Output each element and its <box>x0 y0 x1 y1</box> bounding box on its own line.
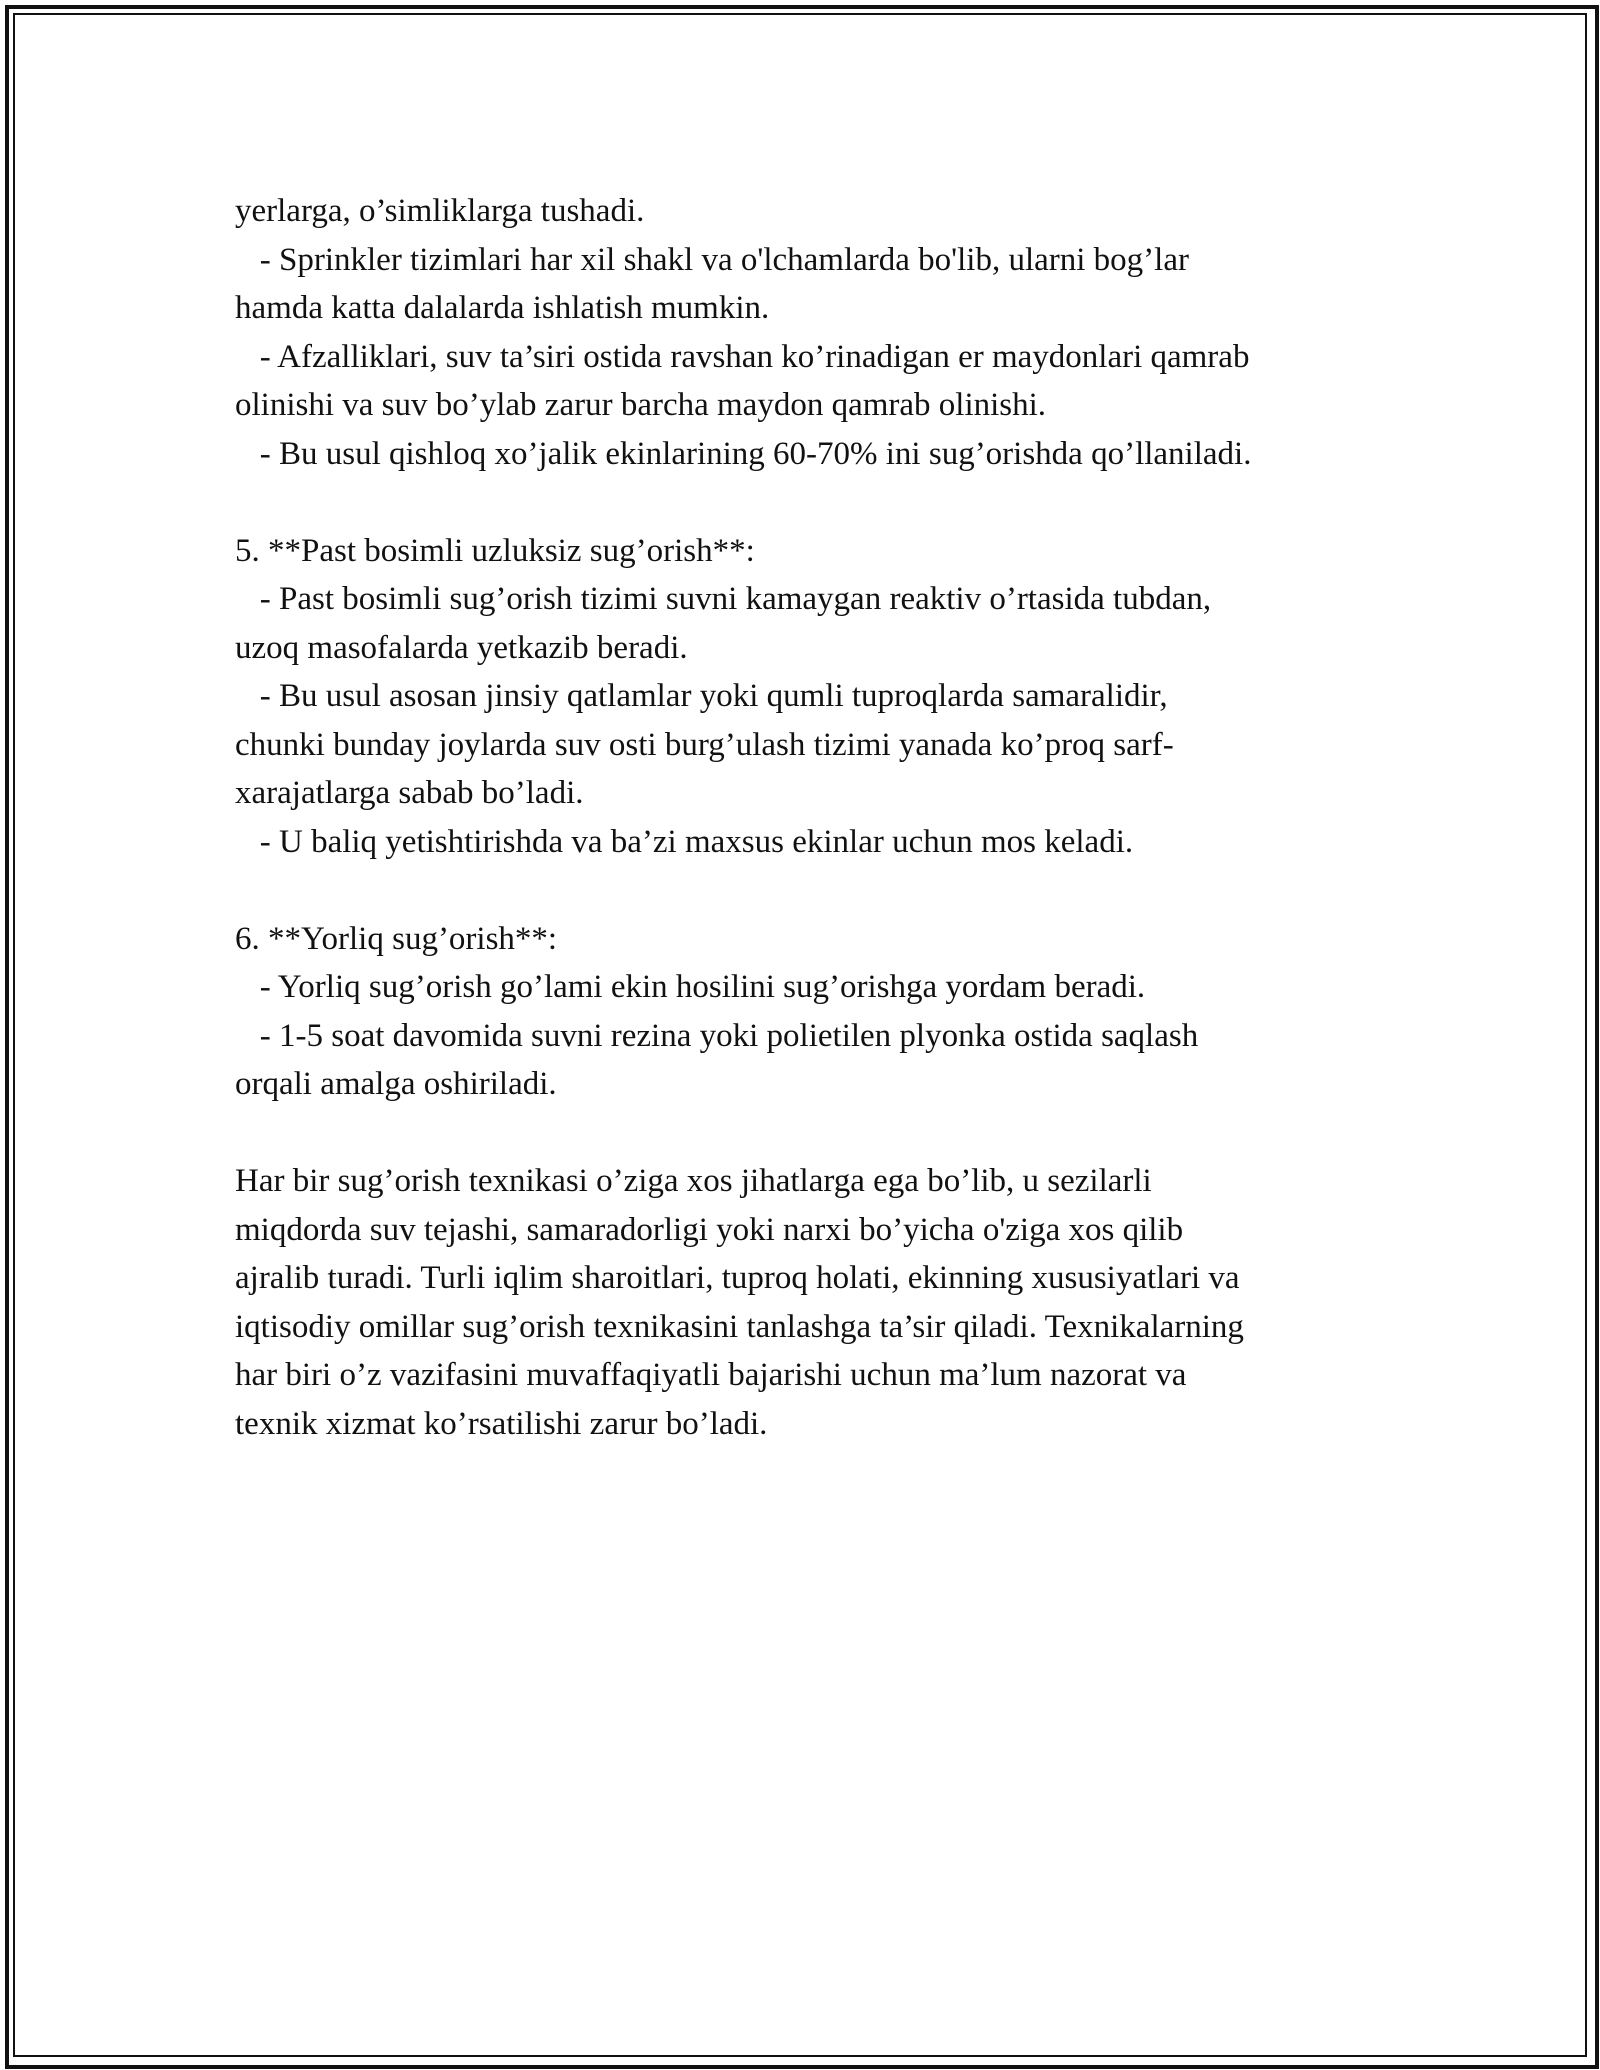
text-line: chunki bunday joylarda suv osti burg’ulash tizimi yanada ko’proq sarf- <box>235 726 1174 763</box>
paragraph-line: miqdorda suv tejashi, samaradorligi yoki narxi bo’yicha o'ziga xos qilib <box>235 1211 1184 1248</box>
document-body <box>235 187 1395 1448</box>
text-line: yerlarga, o’simliklarga tushadi. <box>235 193 645 229</box>
paragraph-line: texnik xizmat ko’rsatilishi zarur bo’ladi. <box>235 1405 768 1442</box>
section-heading: 6. **Yorliq sug’orish**: <box>235 920 558 957</box>
text-line: hamda katta dalalarda ishlatish mumkin. <box>235 290 770 326</box>
text-line: uzoq masofalarda yetkazib beradi. <box>235 629 688 666</box>
blank-line <box>235 478 1395 527</box>
blank-line <box>235 866 1395 915</box>
paragraph-line: har biri o’z vazifasini muvaffaqiyatli bajarishi uchun ma’lum nazorat va <box>235 1357 1187 1393</box>
blank-line <box>235 1109 1395 1158</box>
text-line: olinishi va suv bo’ylab zarur barcha maydon qamrab olinishi. <box>235 387 1047 423</box>
text-line: - U baliq yetishtirishda va ba’zi maxsus ekinlar uchun mos keladi. <box>235 823 1134 860</box>
section-heading: 5. **Past bosimli uzluksiz sug’orish**: <box>235 532 755 569</box>
text-line: orqali amalga oshiriladi. <box>235 1066 557 1102</box>
paragraph-line: iqtisodiy omillar sug’orish texnikasini tanlashga ta’sir qiladi. Texnikalarning <box>235 1308 1244 1345</box>
paragraph-line: ajralib turadi. Turli iqlim sharoitlari, tuproq holati, ekinning xususiyatlari va <box>235 1260 1240 1296</box>
text-line: - 1-5 soat davomida suvni rezina yoki polietilen plyonka ostida saqlash <box>235 1017 1199 1054</box>
text-line: - Sprinkler tizimlari har xil shakl va o'lchamlarda bo'lib, ularni bog’lar <box>235 241 1189 278</box>
text-line: - Bu usul asosan jinsiy qatlamlar yoki qumli tuproqlarda samaralidir, <box>235 678 1168 714</box>
text-line: - Bu usul qishloq xo’jalik ekinlarining 60-70% ini sug’orishda qo’llaniladi. <box>235 435 1252 472</box>
text-line: - Past bosimli sug’orish tizimi suvni kamaygan reaktiv o’rtasida tubdan, <box>235 581 1212 617</box>
text-line: xarajatlarga sabab bo’ladi. <box>235 775 584 811</box>
text-line: - Yorliq sug’orish go’lami ekin hosilini sug’orishga yordam beradi. <box>235 969 1146 1005</box>
paragraph-line: Har bir sug’orish texnikasi o’ziga xos jihatlarga ega bo’lib, u sezilarli <box>235 1163 1152 1199</box>
text-line: - Afzalliklari, suv ta’siri ostida ravshan ko’rinadigan er maydonlari qamrab <box>235 338 1250 375</box>
